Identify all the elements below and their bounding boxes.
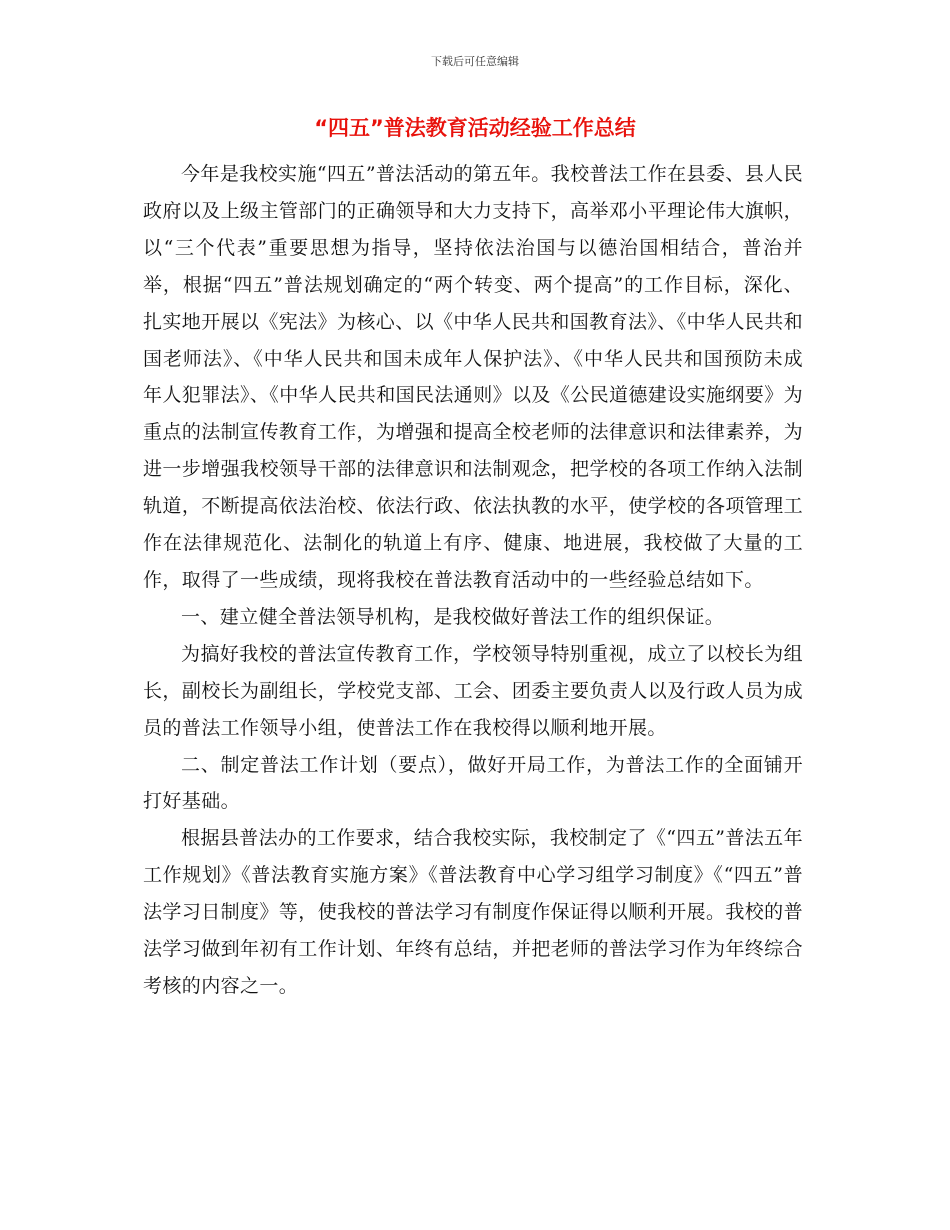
document-title: “四五”普法教育活动经验工作总结 <box>314 116 636 140</box>
paragraph-intro: 今年是我校实施“四五”普法活动的第五年。我校普法工作在县委、县人民政府以及上级主管部门的正确领导和大力支持下，高举邓小平理论伟大旗帜，以“三个代表”重要思想为指导，坚持依法治国与以德治国相结合，普治并举，根据“四五”普法规划确定的“两个转变、两个提高”的工作目标，深化、扎实地开展以《宪法》为核心、以《中华人民共和国教育法》、《中华人民共和国老师法》、《中华人民共和国未成年人保护法》、《中华人民共和国预防未成年人犯罪法》、《中华人民共和国民法通则》以及《公民道德建设实施纲要》为重点的法制宣传教育工作，为增强和提高全校老师的法律意识和法律素养，为进一步增强我校领导干部的法律意识和法制观念，把学校的各项工作纳入法制轨道，不断提高依法治校、依法行政、依法执教的水平，使学校的各项管理工作在法律规范化、法制化的轨道上有序、健康、地进展，我校做了大量的工作，取得了一些成绩，现将我校在普法教育活动中的一些经验总结如下。 <box>143 163 804 591</box>
header-note: 下载后可任意编辑 <box>431 55 519 68</box>
paragraph-section-2-heading: 二、制定普法工作计划（要点），做好开局工作，为普法工作的全面铺开打好基础。 <box>143 753 803 813</box>
paragraph-section-2-body: 根据县普法办的工作要求，结合我校实际，我校制定了《“四五”普法五年工作规划》《普法教育实施方案》《普法教育中心学习组学习制度》《“四五”普法学习日制度》等，使我校的普法学习有制度作保证得以顺利开展。我校的普法学习做到年初有工作计划、年终有总结，并把老师的普法学习作为年终综合考核的内容之一。 <box>143 827 803 997</box>
paragraph-section-1-body: 为搞好我校的普法宣传教育工作，学校领导特别重视，成立了以校长为组长，副校长为副组长，学校党支部、工会、团委主要负责人以及行政人员为成员的普法工作领导小组，使普法工作在我校得以顺利地开展。 <box>143 642 803 739</box>
document-body <box>143 156 803 1005</box>
paragraph-section-1-heading: 一、建立健全普法领导机构，是我校做好普法工作的组织保证。 <box>181 605 725 628</box>
